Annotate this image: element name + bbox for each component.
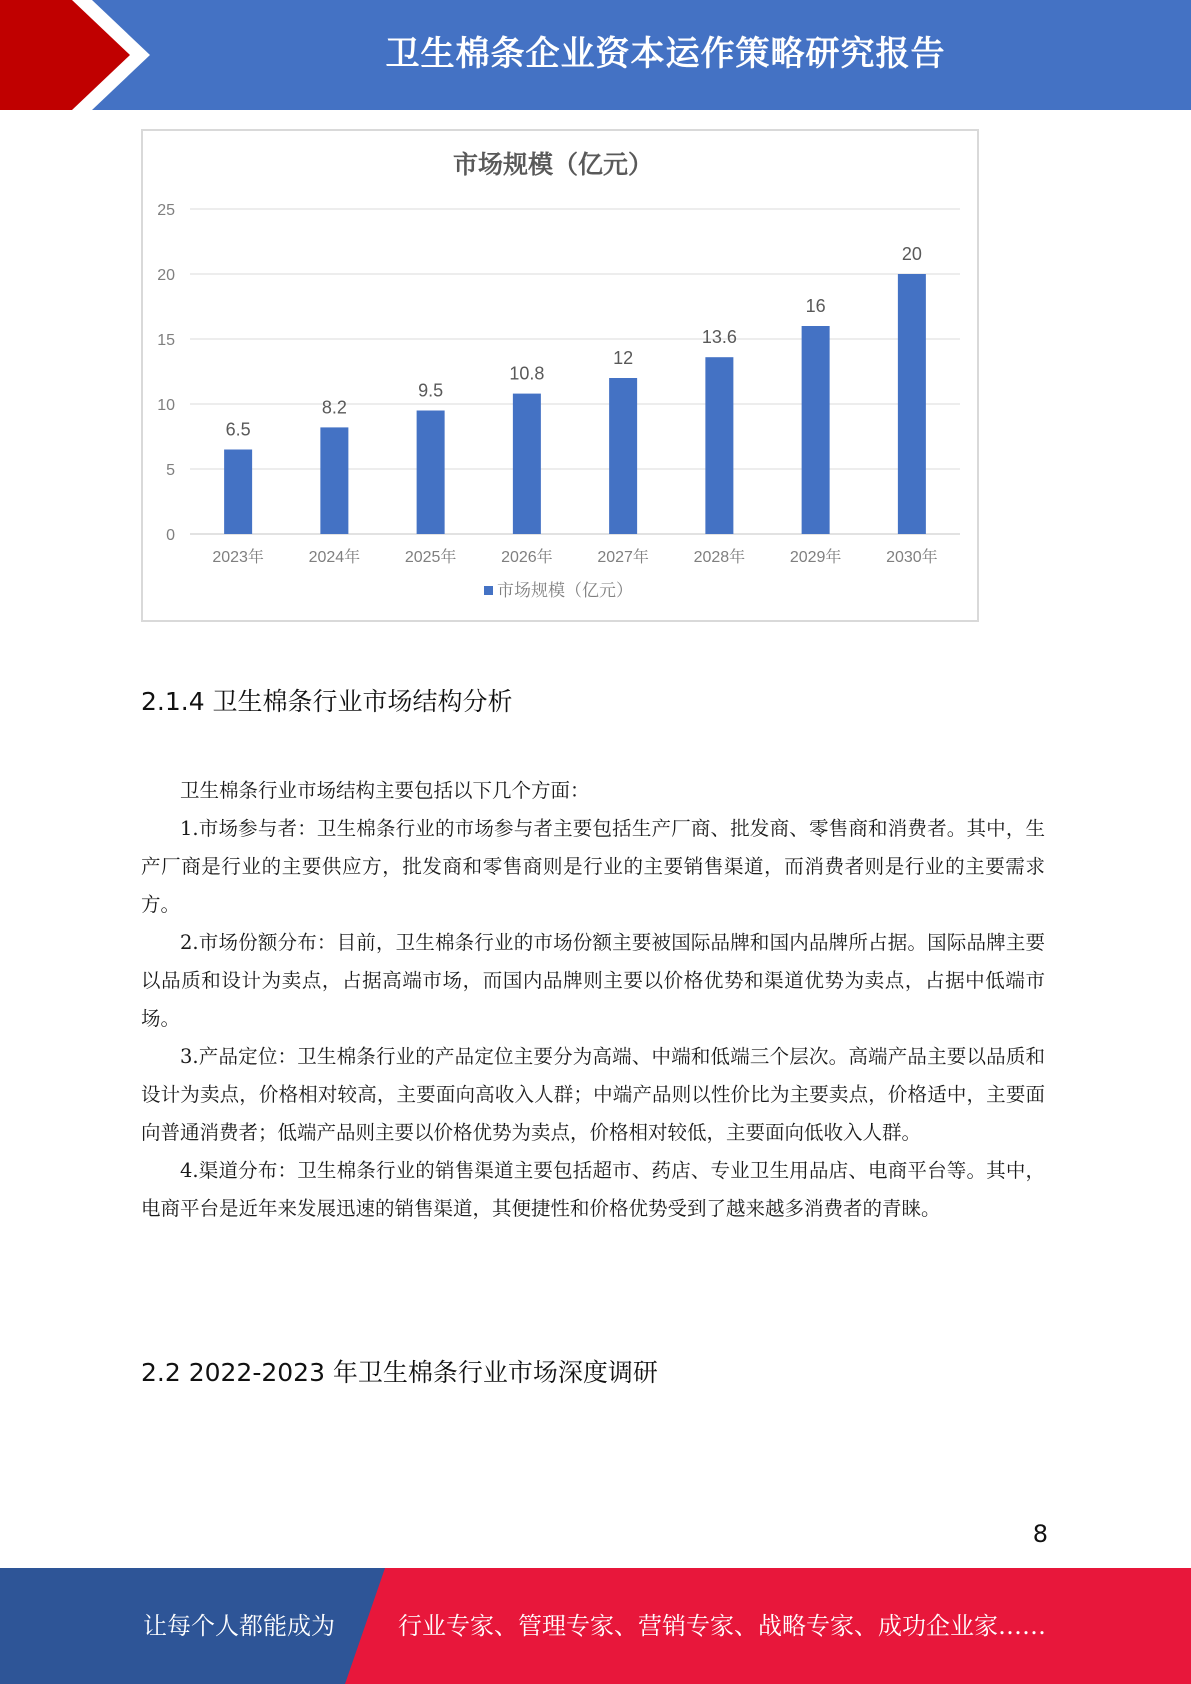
data-label: 20	[901, 244, 922, 264]
data-label: 12	[613, 348, 634, 368]
footer-slogan-left: 让每个人都能成为	[143, 1612, 335, 1640]
x-tick-label: 2028年	[693, 549, 746, 566]
section-heading-2-2: 2.2 2022-2023 年卫生棉条行业市场深度调研	[141, 1358, 658, 1387]
bar	[320, 427, 348, 534]
paragraph-product-positioning: 3.产品定位：卫生棉条行业的产品定位主要分为高端、中端和低端三个层次。高端产品主要以品质和设计为卖点，价格相对较高，主要面向高收入人群；中端产品则以性价比为主要卖点，价格适中，主要面向普通消费者；低端产品则主要以价格优势为卖点，价格相对较低，主要面向低收入人群。	[141, 1045, 1045, 1144]
x-tick-label: 2026年	[501, 549, 553, 566]
y-tick-label: 15	[157, 332, 175, 349]
data-label: 8.2	[321, 397, 347, 418]
x-tick-label: 2029年	[789, 549, 842, 566]
header-banner	[0, 0, 1191, 110]
data-label: 6.5	[225, 419, 251, 440]
report-title: 卫生棉条企业资本运作策略研究报告	[385, 34, 946, 74]
legend-swatch	[484, 586, 493, 595]
bar	[705, 357, 733, 534]
bar	[224, 450, 252, 535]
paragraph-market-participants: 1.市场参与者：卫生棉条行业的市场参与者主要包括生产厂商、批发商、零售商和消费者。其中，生产厂商是行业的主要供应方，批发商和零售商则是行业的主要销售渠道，而消费者则是行业的主要需求方。	[141, 817, 1045, 916]
x-tick-label: 2023年	[212, 549, 264, 566]
footer-slogan-right: 行业专家、管理专家、营销专家、战略专家、成功企业家……	[398, 1612, 1046, 1640]
legend-entry: 市场规模（亿元）	[497, 581, 633, 600]
data-label: 16	[805, 296, 826, 316]
y-tick-label: 0	[166, 527, 175, 544]
paragraph-market-share: 2.市场份额分布：目前，卫生棉条行业的市场份额主要被国际品牌和国内品牌所占据。国际品牌主要以品质和设计为卖点，占据高端市场，而国内品牌则主要以价格优势和渠道优势为卖点，占据中低端市场。	[141, 931, 1045, 1030]
y-tick-label: 5	[166, 462, 175, 479]
x-tick-label: 2030年	[886, 549, 938, 566]
bar	[802, 326, 830, 534]
chart-canvas	[143, 131, 977, 620]
intro-paragraph: 卫生棉条行业市场结构主要包括以下几个方面：	[180, 779, 590, 802]
bar	[417, 411, 445, 535]
y-tick-label: 10	[157, 397, 175, 414]
x-tick-label: 2027年	[597, 549, 649, 566]
data-label: 9.5	[418, 380, 444, 401]
bar	[898, 274, 926, 534]
data-label: 13.6	[701, 327, 737, 348]
section-body	[141, 772, 1045, 1228]
page-number: 8	[1032, 1520, 1048, 1548]
data-label: 10.8	[509, 363, 545, 384]
footer-banner	[0, 1568, 1191, 1684]
x-tick-label: 2025年	[404, 549, 457, 566]
chart-title: 市场规模（亿元）	[452, 151, 654, 179]
paragraph-channel-distribution: 4.渠道分布：卫生棉条行业的销售渠道主要包括超市、药店、专业卫生用品店、电商平台等。其中，电商平台是近年来发展迅速的销售渠道，其便捷性和价格优势受到了越来越多消费者的青睐。	[141, 1159, 1045, 1220]
bar	[513, 394, 541, 534]
y-tick-label: 25	[157, 202, 175, 219]
market-size-chart	[141, 129, 979, 622]
bar	[609, 378, 637, 534]
section-heading-2-1-4: 2.1.4 卫生棉条行业市场结构分析	[141, 687, 513, 716]
x-tick-label: 2024年	[308, 549, 361, 566]
y-tick-label: 20	[157, 267, 175, 284]
